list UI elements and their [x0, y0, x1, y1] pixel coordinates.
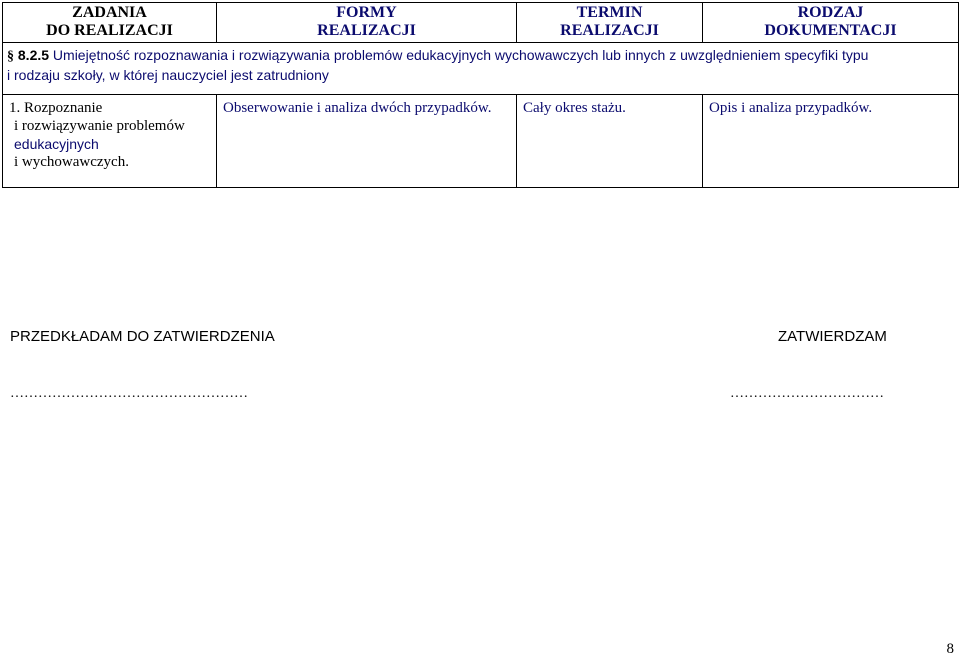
page-number: 8	[946, 641, 954, 657]
header-term-line1: TERMIN	[576, 4, 643, 21]
task-line: i wychowawczych.	[14, 154, 129, 170]
task-line: edukacyjnych	[14, 136, 99, 152]
submit-for-approval-label: PRZEDKŁADAM DO ZATWIERDZENIA	[10, 328, 275, 345]
task-line: 1. Rozpoznanie	[9, 100, 103, 116]
header-forms	[217, 3, 517, 43]
section-row	[3, 43, 959, 95]
approve-label: ZATWIERDZAM	[778, 328, 887, 345]
header-tasks-line1: ZADANIA	[72, 4, 147, 21]
section-title-line2: i rodzaju szkoły, w której nauczyciel jest zatrudniony	[7, 67, 329, 83]
right-signature-line: ……………………………	[730, 386, 884, 401]
header-documentation	[703, 3, 959, 43]
table-row	[3, 95, 959, 188]
documentation-cell: Opis i analiza przypadków.	[703, 95, 959, 188]
section-title-line1: Umiejętność rozpoznawania i rozwiązywania problemów edukacyjnych wychowawczych lub innych z uwzględnieniem specyfiki typu	[52, 47, 869, 63]
header-row	[3, 3, 959, 43]
header-tasks-line2: DO REALIZACJI	[46, 22, 173, 39]
header-documentation-line2: DOKUMENTACJI	[764, 22, 897, 39]
header-documentation-line1: RODZAJ	[797, 4, 864, 21]
plan-table	[2, 2, 959, 188]
task-cell	[3, 95, 217, 188]
header-tasks	[3, 3, 217, 43]
header-forms-line1: FORMY	[336, 4, 397, 21]
form-cell: Obserwowanie i analiza dwóch przypadków.	[217, 95, 517, 188]
header-term-line2: REALIZACJI	[560, 22, 659, 39]
term-cell: Cały okres stażu.	[517, 95, 703, 188]
section-symbol: §	[7, 49, 14, 64]
left-signature-line: ……………………………………………	[10, 386, 248, 401]
header-forms-line2: REALIZACJI	[317, 22, 416, 39]
task-line: i rozwiązywanie problemów	[14, 118, 185, 134]
section-heading	[3, 43, 959, 95]
header-term	[517, 3, 703, 43]
section-number: 8.2.5	[17, 47, 50, 63]
